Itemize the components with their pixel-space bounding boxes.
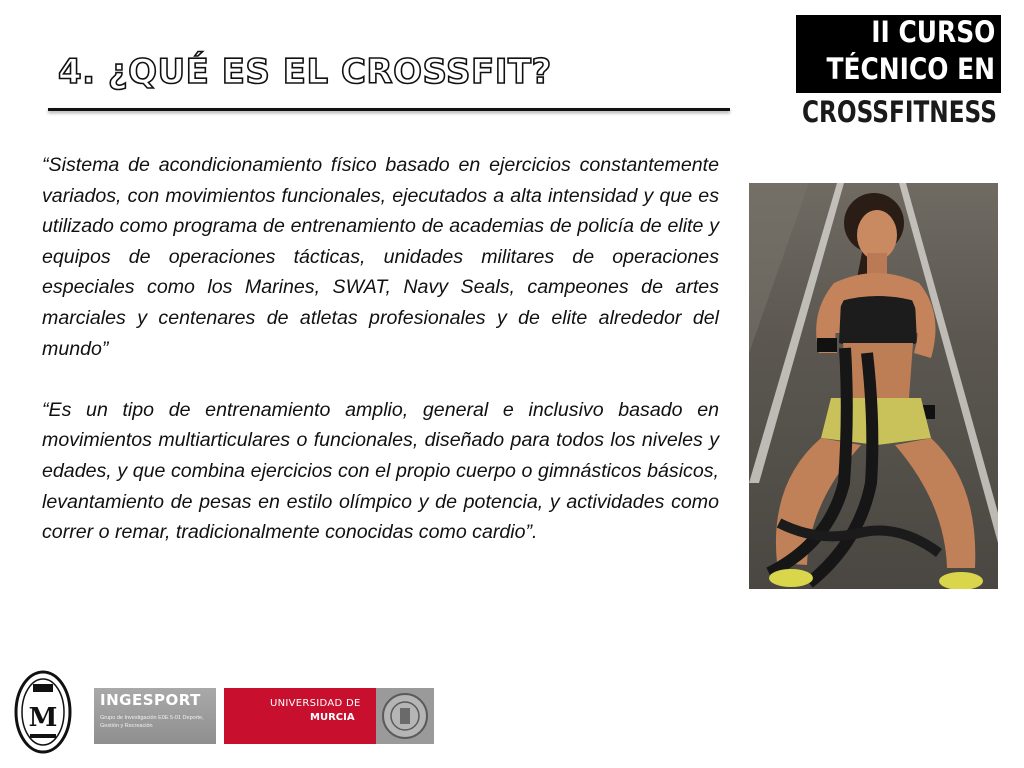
ingesport-name: INGESPORT — [100, 691, 201, 709]
definition-paragraph-2: “Es un tipo de entrenamiento amplio, general e inclusivo basado en movimientos multiarticulares o funcionales, diseñado para todos los niveles y edades, y que combina ejercicios con el propio cuerpo o gimnásticos básicos, levantamiento de pesas en estilo olímpico y de potencia, y actividades como correr o remar, tradicionalmente conocidas como cardio”. — [42, 398, 719, 544]
umurcia-line-2: MURCIA — [310, 712, 355, 723]
badge-line-1: II CURSO — [870, 15, 995, 49]
definition-paragraph-1: “Sistema de acondicionamiento físico basado en ejercicios constantemente variados, con movimientos funcionales, ejecutados a alta intensidad y que es utilizado como programa de entrenamiento de academias de policía de elite y equipos de operaciones tácticas, unidades militares de operaciones especiales como los Marines, SWAT, Navy Seals, campeones de artes marciales y centenares de atletas profesionales y de elite alrededor del mundo” — [42, 154, 719, 360]
umurcia-line-1: UNIVERSIDAD DE — [270, 698, 361, 709]
badge-line-2: TÉCNICO EN — [826, 52, 995, 86]
title-underline — [48, 108, 730, 111]
course-badge — [796, 15, 1001, 130]
footer-logos — [14, 668, 434, 758]
murcia-shield-svg — [376, 688, 434, 744]
athlete-battle-ropes-photo — [749, 183, 998, 589]
ingesport-logo — [94, 688, 216, 744]
slide-title: 4. ¿QUÉ ES EL CROSSFIT? — [58, 52, 552, 92]
ingesport-subtitle: Grupo de Investigación E0E 5-01 Deporte, Gestión y Recreación — [100, 715, 204, 729]
body-text — [42, 150, 719, 578]
badge-line-3: CROSSFITNESS — [802, 95, 997, 129]
photo-illustration — [749, 183, 998, 589]
universidad-murcia-logo — [224, 688, 434, 744]
murcia-shield-icon — [376, 688, 434, 744]
svg-text:M: M — [28, 703, 58, 733]
university-seal-icon — [14, 670, 72, 754]
